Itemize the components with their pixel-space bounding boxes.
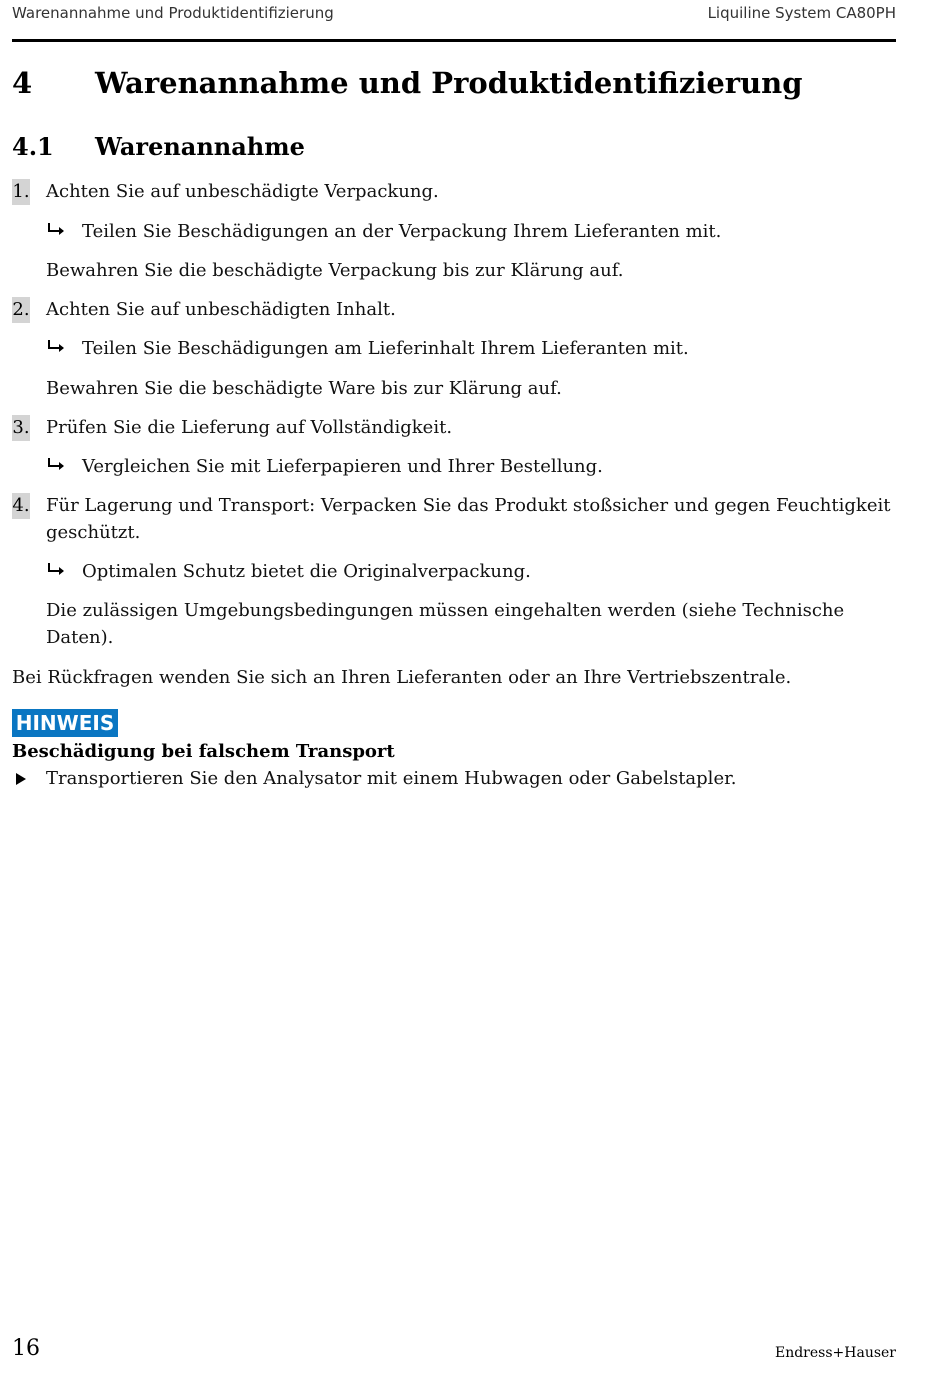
closing-paragraph: Bei Rückfragen wenden Sie sich an Ihren Lieferanten oder an Ihre Vertriebszentrale. <box>12 667 792 688</box>
header-section-title: Warenannahme und Produktidentifizierung <box>12 4 334 22</box>
step-4-text: Für Lagerung und Transport: Verpacken Sie das Produkt stoßsicher und gegen Feuchtigkeit geschützt. <box>46 495 891 543</box>
triangle-bullet-icon <box>14 771 28 787</box>
chapter-title: Warenannahme und Produktidentifizierung <box>95 66 803 100</box>
step-4-note: Die zulässigen Umgebungsbedingungen müssen eingehalten werden (siehe Technische Daten). <box>46 600 845 648</box>
result-arrow-icon <box>46 221 68 241</box>
running-header <box>12 4 896 26</box>
notice-badge: HINWEIS <box>12 709 118 737</box>
header-divider <box>12 39 896 42</box>
step-4-result: Optimalen Schutz bietet die Originalverpackung. <box>82 561 531 582</box>
result-arrow-icon <box>46 338 68 358</box>
step-1-result: Teilen Sie Beschädigungen an der Verpackung Ihrem Lieferanten mit. <box>82 221 722 242</box>
step-number-2: 2. <box>12 297 30 323</box>
step-number-3: 3. <box>12 415 30 441</box>
page-number: 16 <box>12 1336 40 1361</box>
notice-action: Transportieren Sie den Analysator mit einem Hubwagen oder Gabelstapler. <box>46 768 737 789</box>
footer-brand: Endress+Hauser <box>774 1345 896 1361</box>
header-product-name: Liquiline System CA80PH <box>707 4 896 22</box>
section-number: 4.1 <box>12 132 54 161</box>
step-2-text: Achten Sie auf unbeschädigten Inhalt. <box>46 299 396 320</box>
chapter-number: 4 <box>12 66 33 100</box>
step-3-result: Vergleichen Sie mit Lieferpapieren und Ihrer Bestellung. <box>82 456 603 477</box>
step-number-1: 1. <box>12 179 30 205</box>
step-2-result: Teilen Sie Beschädigungen am Lieferinhalt Ihrem Lieferanten mit. <box>82 338 689 359</box>
step-1-text: Achten Sie auf unbeschädigte Verpackung. <box>46 181 439 202</box>
result-arrow-icon <box>46 456 68 476</box>
step-2-note: Bewahren Sie die beschädigte Ware bis zur Klärung auf. <box>46 378 562 399</box>
section-title: Warenannahme <box>95 132 305 161</box>
step-3-text: Prüfen Sie die Lieferung auf Vollständigkeit. <box>46 417 453 438</box>
step-number-4: 4. <box>12 493 30 519</box>
result-arrow-icon <box>46 561 68 581</box>
step-1-note: Bewahren Sie die beschädigte Verpackung bis zur Klärung auf. <box>46 260 624 281</box>
notice-title: Beschädigung bei falschem Transport <box>12 741 395 762</box>
